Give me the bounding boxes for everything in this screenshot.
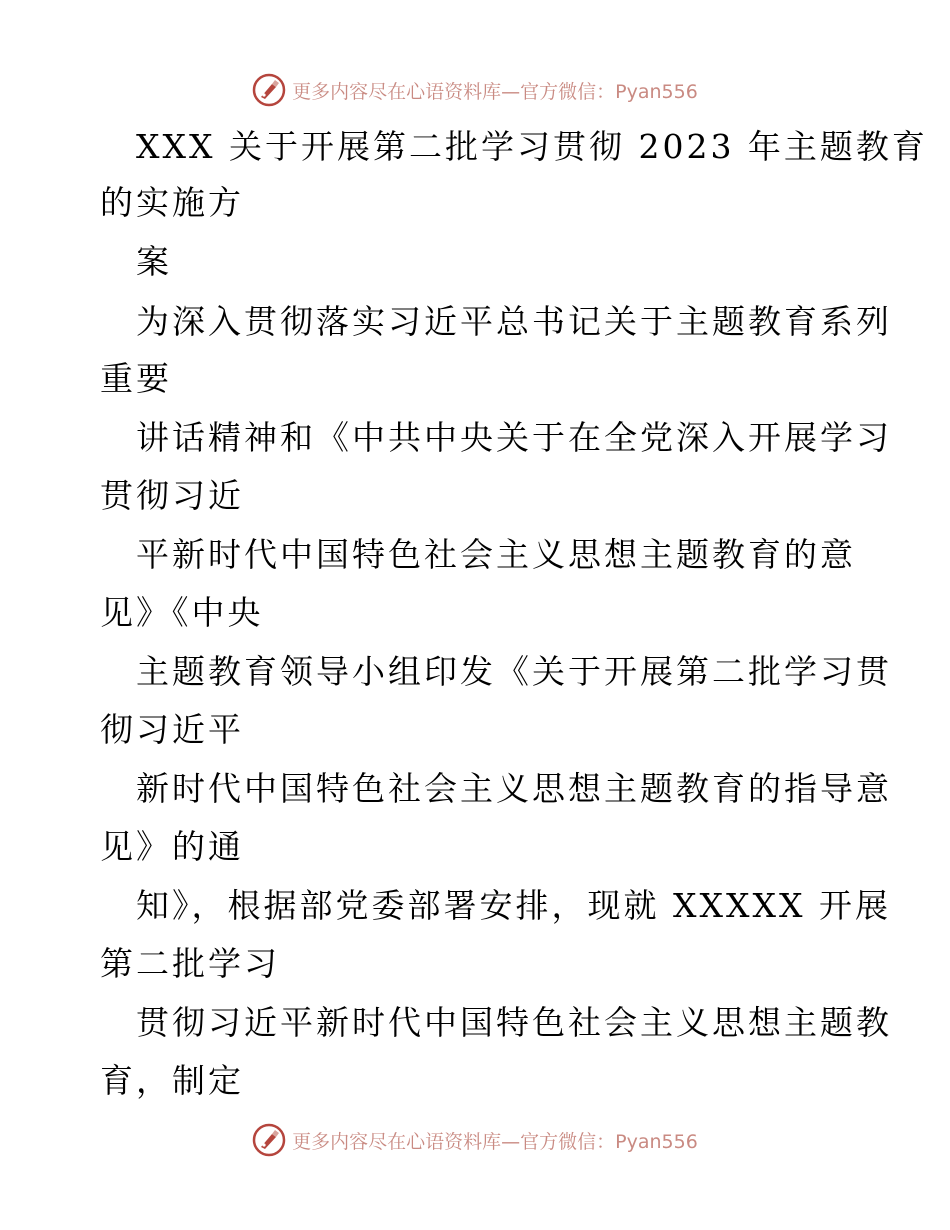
text-line: 贯彻习近 xyxy=(100,476,244,515)
text-line: 案 xyxy=(136,242,172,281)
text-line: 第二批学习 xyxy=(100,944,280,983)
footer-banner-content xyxy=(252,1123,698,1157)
text-line: 新时代中国特色社会主义思想主题教育的指导意 xyxy=(136,769,892,808)
text-line: 为深入贯彻落实习近平总书记关于主题教育系列 xyxy=(136,302,892,341)
text-line: 见》的通 xyxy=(100,827,244,866)
text-line: 知》，根据部党委部署安排，现就 XXXXX 开展 xyxy=(136,886,891,925)
text-line: 育，制定 xyxy=(100,1061,244,1100)
pen-logo-icon xyxy=(252,1123,286,1157)
document-body xyxy=(100,0,928,1230)
text-line: 见》《中央 xyxy=(100,593,264,632)
text-line: 主题教育领导小组印发《关于开展第二批学习贯 xyxy=(136,652,892,691)
text-line: 讲话精神和《中共中央关于在全党深入开展学习 xyxy=(136,418,892,457)
text-line: 贯彻习近平新时代中国特色社会主义思想主题教 xyxy=(136,1003,892,1042)
text-line: 重要 xyxy=(100,359,172,398)
text-line: 彻习近平 xyxy=(100,710,244,749)
text-line: 的实施方 xyxy=(100,183,244,222)
text-line: XXX 关于开展第二批学习贯彻 2023 年主题教育 xyxy=(136,127,928,166)
text-line: 平新时代中国特色社会主义思想主题教育的意 xyxy=(136,535,856,574)
footer-banner xyxy=(0,1120,950,1160)
footer-banner-text: 更多内容尽在心语资料库—官方微信：Pyan556 xyxy=(292,1130,698,1153)
header-banner-text: 更多内容尽在心语资料库—官方微信：Pyan556 xyxy=(292,80,698,103)
